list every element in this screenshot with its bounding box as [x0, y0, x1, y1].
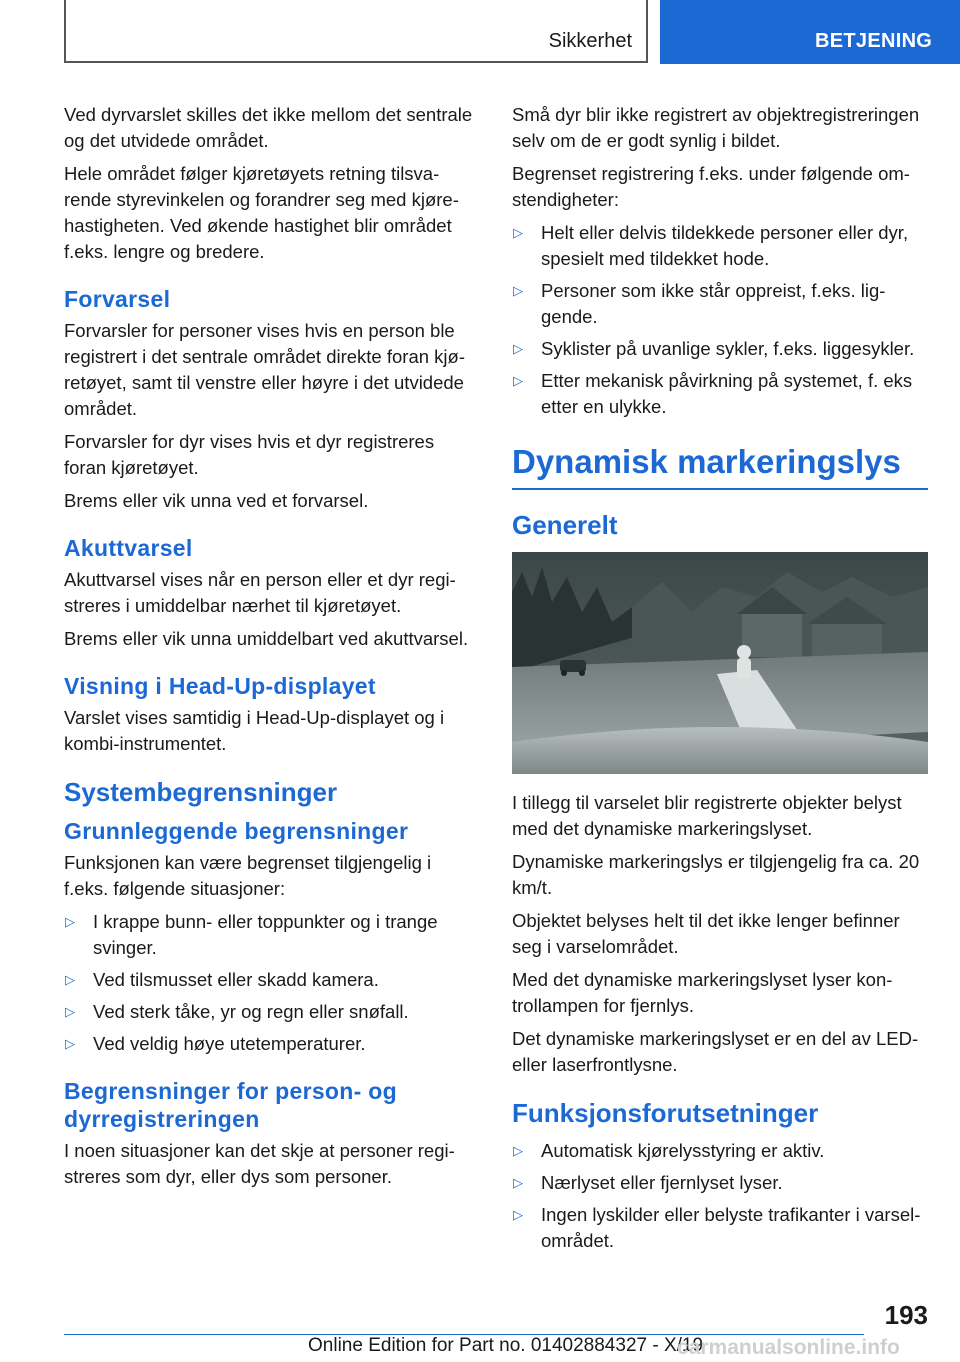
heading-grunnleggende: Grunnleggende begrensninger — [64, 818, 409, 844]
list-item: ▷ Helt eller delvis tildekkede personer eller dyr, spesielt med tildekket hode. — [513, 222, 909, 269]
triangle-bullet-icon: ▷ — [513, 225, 523, 240]
heading-head-up-display: Visning i Head-Up-displayet — [64, 673, 376, 699]
header-chapter-tab: BETJENING — [660, 0, 960, 64]
list-item: ▷ Personer som ikke står oppreist, f.eks. liggende. — [513, 280, 886, 327]
prerequisite-list — [512, 1138, 928, 1254]
list-item: ▷ Ved sterk tåke, yr og regn eller snøfall. — [64, 999, 480, 1025]
triangle-bullet-icon: ▷ — [65, 972, 75, 987]
paragraph: Objektet belyses helt til det ikke lenger befinner seg i varselområdet. — [512, 910, 900, 957]
paragraph: Det dynamiske markeringslyset er en del av LED- eller laserfrontlysne. — [512, 1028, 919, 1075]
paragraph: Funksjonen kan være begrenset tilgjengelig i f.eks. følgende situasjoner: — [64, 852, 432, 899]
paragraph: Små dyr blir ikke registrert av objektregistreringen selv om de er godt synlig i bildet. — [512, 104, 920, 151]
heading-akuttvarsel: Akuttvarsel — [64, 535, 193, 561]
paragraph: Begrenset registrering f.eks. under følgende omstendigheter: — [512, 163, 910, 210]
triangle-bullet-icon: ▷ — [65, 1004, 75, 1019]
paragraph: Brems eller vik unna umiddelbart ved akuttvarsel. — [64, 628, 469, 649]
heading-forvarsel: Forvarsel — [64, 286, 171, 312]
left-column — [64, 102, 480, 1197]
paragraph: Akuttvarsel vises når en person eller et dyr registreres i umiddelbar nærhet til kjøretøyet. — [64, 569, 456, 616]
list-item: ▷ Nærlyset eller fjernlyset lyser. — [512, 1170, 928, 1196]
night-road-illustration — [512, 552, 928, 774]
chapter-heading-dynamisk-markeringslys: Dynamisk markeringslys — [512, 442, 928, 490]
paragraph: Dynamiske markeringslys er tilgjengelig fra ca. 20 km/t. — [512, 851, 920, 898]
list-item: ▷ Syklister på uvanlige sykler, f.eks. liggesykler. — [512, 336, 928, 362]
paragraph: I noen situasjoner kan det skje at personer registreres som dyr, eller dys som personer. — [64, 1140, 455, 1187]
limitation-list — [64, 909, 480, 1057]
paragraph: I tillegg til varselet blir registrerte objekter belyst med det dynamiske markeringslyset. — [512, 792, 902, 839]
heading-generelt: Generelt — [512, 510, 618, 540]
triangle-bullet-icon: ▷ — [513, 1207, 523, 1222]
heading-systembegrensninger: Systembegrensninger — [64, 777, 338, 807]
list-item: ▷ Ved veldig høye utetemperaturer. — [64, 1031, 480, 1057]
watermark-text: carmanualsonline.info — [677, 1336, 900, 1359]
list-item: ▷ I krappe bunn- eller toppunkter og i trange svinger. — [65, 911, 438, 958]
heading-funksjonsforutsetninger: Funksjonsforutsetninger — [512, 1098, 819, 1128]
page-number: 193 — [884, 1300, 928, 1330]
triangle-bullet-icon: ▷ — [513, 1143, 523, 1158]
paragraph: Forvarsler for dyr vises hvis et dyr registreres foran kjøretøyet. — [64, 431, 435, 478]
list-item: ▷ Ved tilsmusset eller skadd kamera. — [64, 967, 480, 993]
paragraph: Varslet vises samtidig i Head-Up-displayet og i kombi-instrumentet. — [64, 707, 445, 754]
footer-edition-text: Online Edition for Part no. 01402884327 - X/19 — [308, 1335, 704, 1356]
triangle-bullet-icon: ▷ — [513, 341, 523, 356]
triangle-bullet-icon: ▷ — [513, 1175, 523, 1190]
right-column — [512, 102, 928, 1260]
triangle-bullet-icon: ▷ — [65, 1036, 75, 1051]
triangle-bullet-icon: ▷ — [513, 373, 523, 388]
triangle-bullet-icon: ▷ — [513, 283, 523, 298]
paragraph: Brems eller vik unna ved et forvarsel. — [64, 490, 369, 511]
header-section-box — [64, 0, 648, 63]
list-item: ▷ Ingen lyskilder eller belyste trafikanter i varselområdet. — [513, 1204, 921, 1251]
list-item: ▷ Automatisk kjørelysstyring er aktiv. — [512, 1138, 928, 1164]
paragraph: Ved dyrvarslet skilles det ikke mellom det sentrale og det utvidede området. — [64, 104, 473, 151]
header-section-title: Sikkerhet — [548, 30, 632, 52]
paragraph: Hele området følger kjøretøyets retning tilsvarende styrevinkelen og forandrer seg med kjørehastigheten. Ved økende hastighet blir området f.eks. lengre og bredere. — [64, 163, 459, 262]
triangle-bullet-icon: ▷ — [65, 914, 75, 929]
paragraph: Med det dynamiske markeringslyset lyser kontrollampen for fjernlys. — [512, 969, 893, 1016]
paragraph: Forvarsler for personer vises hvis en person ble registrert i det sentrale området direkte foran kjøretøyet, samt til venstre eller høyre i det utvidede området. — [64, 320, 466, 419]
registration-limit-list — [512, 220, 928, 420]
heading-person-dyr-begrensninger: Begrensninger for person- og dyrregistreringen — [64, 1078, 397, 1132]
list-item: ▷ Etter mekanisk påvirkning på systemet, f. eks etter en ulykke. — [513, 370, 913, 417]
